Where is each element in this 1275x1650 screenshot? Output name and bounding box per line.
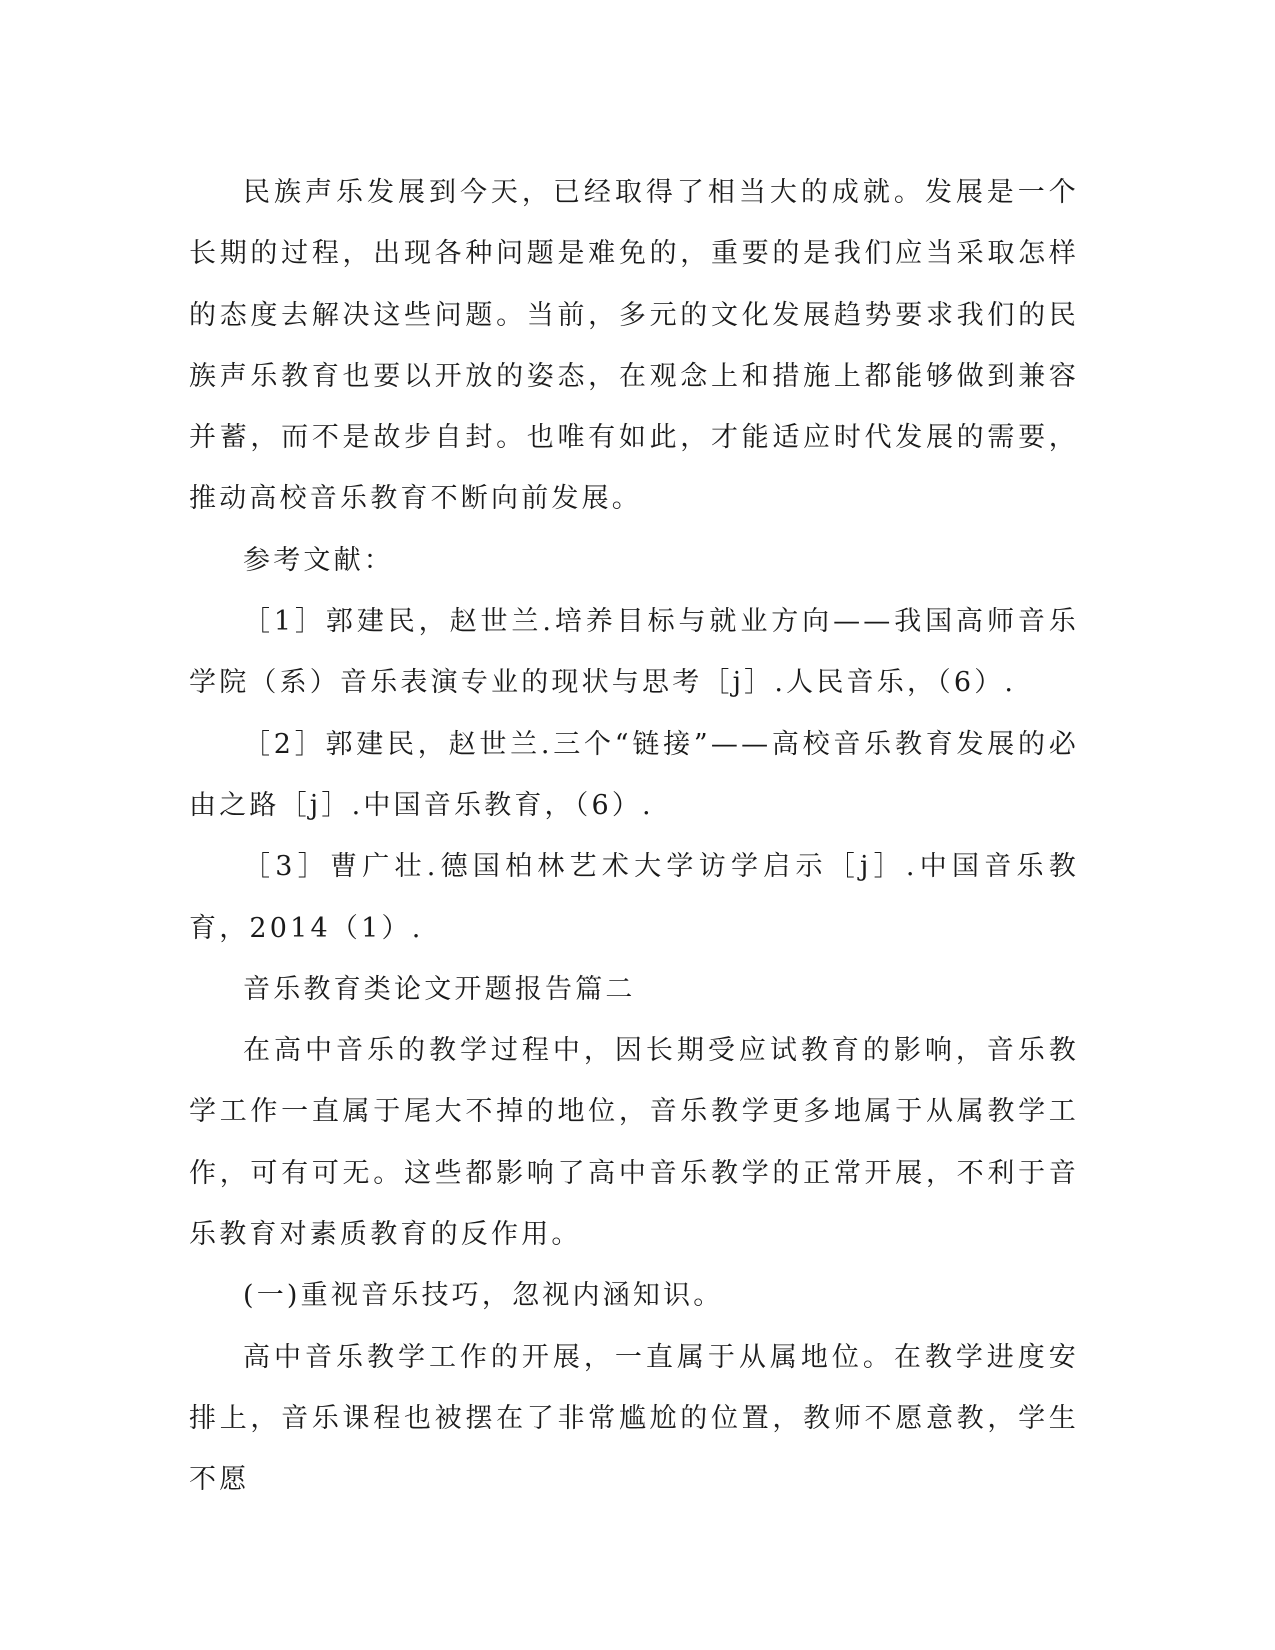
document-body [189, 162, 1079, 1511]
paragraph-section-intro: 在高中音乐的教学过程中，因长期受应试教育的影响，音乐教学工作一直属于尾大不掉的地位，音乐教学更多地属于从属教学工作，可有可无。这些都影响了高中音乐教学的正常开展，不利于音乐教育对素质教育的反作用。 [189, 1035, 1079, 1251]
reference-item-2: ［2］郭建民，赵世兰.三个“链接”——高校音乐教育发展的必由之路［j］.中国音乐教育，（6）. [189, 728, 1079, 821]
paragraph-conclusion: 民族声乐发展到今天，已经取得了相当大的成就。发展是一个长期的过程，出现各种问题是难免的，重要的是我们应当采取怎样的态度去解决这些问题。当前，多元的文化发展趋势要求我们的民族声乐教育也要以开放的姿态，在观念上和措施上都能够做到兼容并蓄，而不是故步自封。也唯有如此，才能适应时代发展的需要，推动高校音乐教育不断向前发展。 [189, 177, 1079, 515]
references-heading: 参考文献： [243, 544, 394, 576]
paragraph-subsection-1: 高中音乐教学工作的开展，一直属于从属地位。在教学进度安排上，音乐课程也被摆在了非常尴尬的位置，教师不愿意教，学生不愿 [189, 1341, 1079, 1496]
reference-item-3: ［3］曹广壮.德国柏林艺术大学访学启示［j］.中国音乐教育，2014（1）. [189, 851, 1079, 944]
reference-item-1: ［1］郭建民，赵世兰.培养目标与就业方向——我国高师音乐学院（系）音乐表演专业的现状与思考［j］.人民音乐，（6）. [189, 606, 1079, 699]
section-title: 音乐教育类论文开题报告篇二 [243, 973, 636, 1005]
subheading-1: (一)重视音乐技巧，忽视内涵知识。 [243, 1280, 724, 1312]
